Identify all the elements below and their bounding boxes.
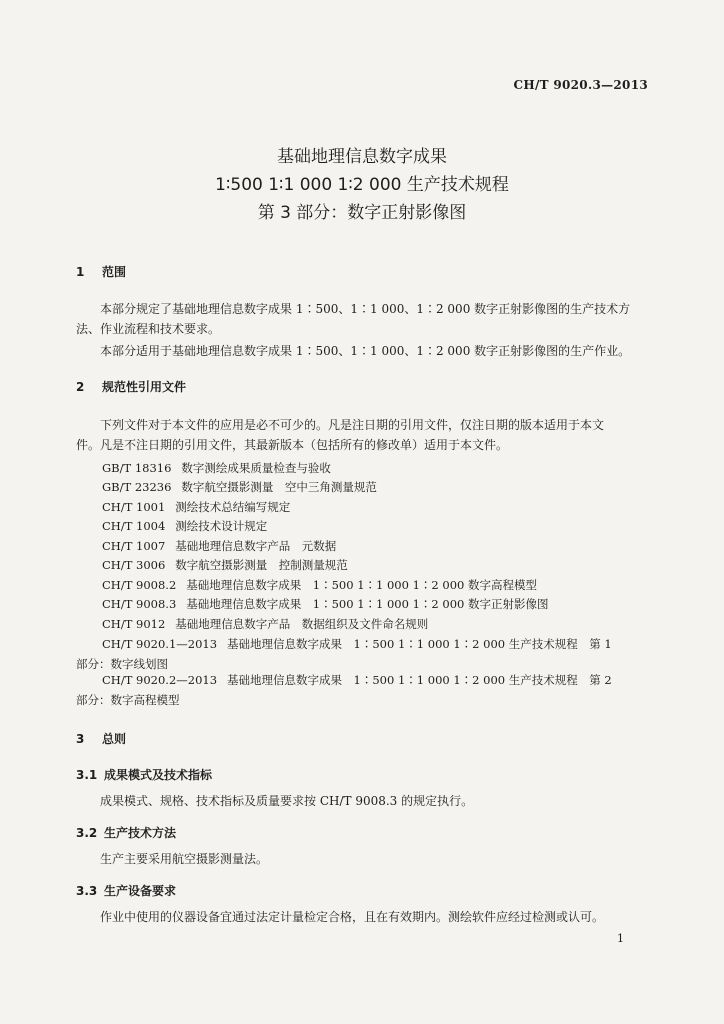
reference-item	[102, 557, 348, 573]
reference-code: CH/T 1004	[102, 519, 166, 533]
title-line-1: 基础地理信息数字成果	[277, 147, 447, 167]
reference-item	[102, 479, 377, 495]
title-line-2: 1∶500 1∶1 000 1∶2 000 生产技术规程	[215, 175, 509, 195]
section-1-heading	[76, 263, 126, 280]
standard-code: CH/T 9020.3—2013	[513, 78, 648, 92]
reference-title: 基础地理信息数字成果 1∶500 1∶1 000 1∶2 000 生产技术规程 第 1	[227, 637, 612, 651]
subsection-3-2-text: 生产主要采用航空摄影测量法。	[100, 852, 269, 866]
reference-title: 基础地理信息数字成果 1∶500 1∶1 000 1∶2 000 数字高程模型	[186, 578, 537, 592]
section-2-intro-b: 件。凡是不注日期的引用文件，其最新版本（包括所有的修改单）适用于本文件。	[76, 438, 509, 452]
subsection-3-3-heading	[76, 882, 176, 899]
section-1-paragraph-1a: 本部分规定了基础地理信息数字成果 1∶500、1∶1 000、1∶2 000 数字正射影像图的生产技术方	[100, 302, 631, 316]
reference-code: CH/T 3006	[102, 558, 166, 572]
section-number: 2	[76, 380, 85, 394]
reference-code: CH/T 1001	[102, 500, 166, 514]
reference-item-continued	[76, 656, 168, 672]
reference-code: CH/T 9008.2	[102, 578, 177, 592]
reference-code: CH/T 9008.3	[102, 597, 177, 611]
reference-item-continued	[76, 692, 180, 708]
reference-code: CH/T 9020.1—2013	[102, 637, 218, 651]
reference-item	[102, 460, 331, 476]
section-1-paragraph-2: 本部分适用于基础地理信息数字成果 1∶500、1∶1 000、1∶2 000 数字正射影像图的生产作业。	[100, 344, 631, 358]
subsection-title: 成果模式及技术指标	[104, 768, 213, 782]
reference-title: 测绘技术总结编写规定	[175, 500, 291, 514]
subsection-3-2-heading	[76, 824, 176, 841]
reference-code: CH/T 1007	[102, 539, 166, 553]
section-number: 1	[76, 265, 85, 279]
section-1-paragraph-1b: 法、作业流程和技术要求。	[76, 322, 221, 336]
section-2-intro-a: 下列文件对于本文件的应用是必不可少的。凡是注日期的引用文件，仅注日期的版本适用于本文	[100, 418, 605, 432]
subsection-title: 生产设备要求	[104, 884, 177, 898]
section-title: 总则	[102, 732, 127, 746]
section-number: 3	[76, 732, 85, 746]
reference-code: GB/T 23236	[102, 480, 172, 494]
reference-title: 测绘技术设计规定	[175, 519, 268, 533]
subsection-3-1-heading	[76, 766, 212, 783]
reference-item	[102, 518, 267, 534]
reference-item	[102, 577, 537, 593]
section-title: 范围	[102, 265, 127, 279]
reference-item	[102, 596, 549, 612]
subsection-number: 3.2	[76, 826, 98, 840]
reference-continuation: 部分：数字高程模型	[76, 693, 180, 707]
reference-code: CH/T 9020.2—2013	[102, 673, 218, 687]
reference-title: 基础地理信息数字成果 1∶500 1∶1 000 1∶2 000 生产技术规程 第 2	[227, 673, 612, 687]
reference-code: CH/T 9012	[102, 617, 166, 631]
reference-title: 数字航空摄影测量 空中三角测量规范	[181, 480, 377, 494]
reference-title: 数字航空摄影测量 控制测量规范	[175, 558, 348, 572]
reference-title: 基础地理信息数字产品 元数据	[175, 539, 337, 553]
reference-continuation: 部分：数字线划图	[76, 657, 168, 671]
section-title: 规范性引用文件	[102, 380, 187, 394]
title-line-3: 第 3 部分：数字正射影像图	[257, 203, 467, 223]
reference-item	[102, 538, 336, 554]
subsection-3-1-text: 成果模式、规格、技术指标及质量要求按 CH/T 9008.3 的规定执行。	[100, 794, 474, 808]
subsection-number: 3.1	[76, 768, 98, 782]
section-3-heading	[76, 730, 126, 747]
subsection-3-3-text: 作业中使用的仪器设备宜通过法定计量检定合格，且在有效期内。测绘软件应经过检测或认可。	[100, 910, 605, 924]
reference-title: 基础地理信息数字产品 数据组织及文件命名规则	[175, 617, 429, 631]
page-number: 1	[617, 932, 624, 945]
reference-item	[102, 636, 612, 652]
reference-item	[102, 499, 290, 515]
subsection-title: 生产技术方法	[104, 826, 177, 840]
section-2-heading	[76, 378, 186, 395]
subsection-number: 3.3	[76, 884, 98, 898]
reference-code: GB/T 18316	[102, 461, 172, 475]
reference-item	[102, 672, 612, 688]
reference-title: 基础地理信息数字成果 1∶500 1∶1 000 1∶2 000 数字正射影像图	[186, 597, 549, 611]
reference-title: 数字测绘成果质量检查与验收	[181, 461, 331, 475]
reference-item	[102, 616, 428, 632]
